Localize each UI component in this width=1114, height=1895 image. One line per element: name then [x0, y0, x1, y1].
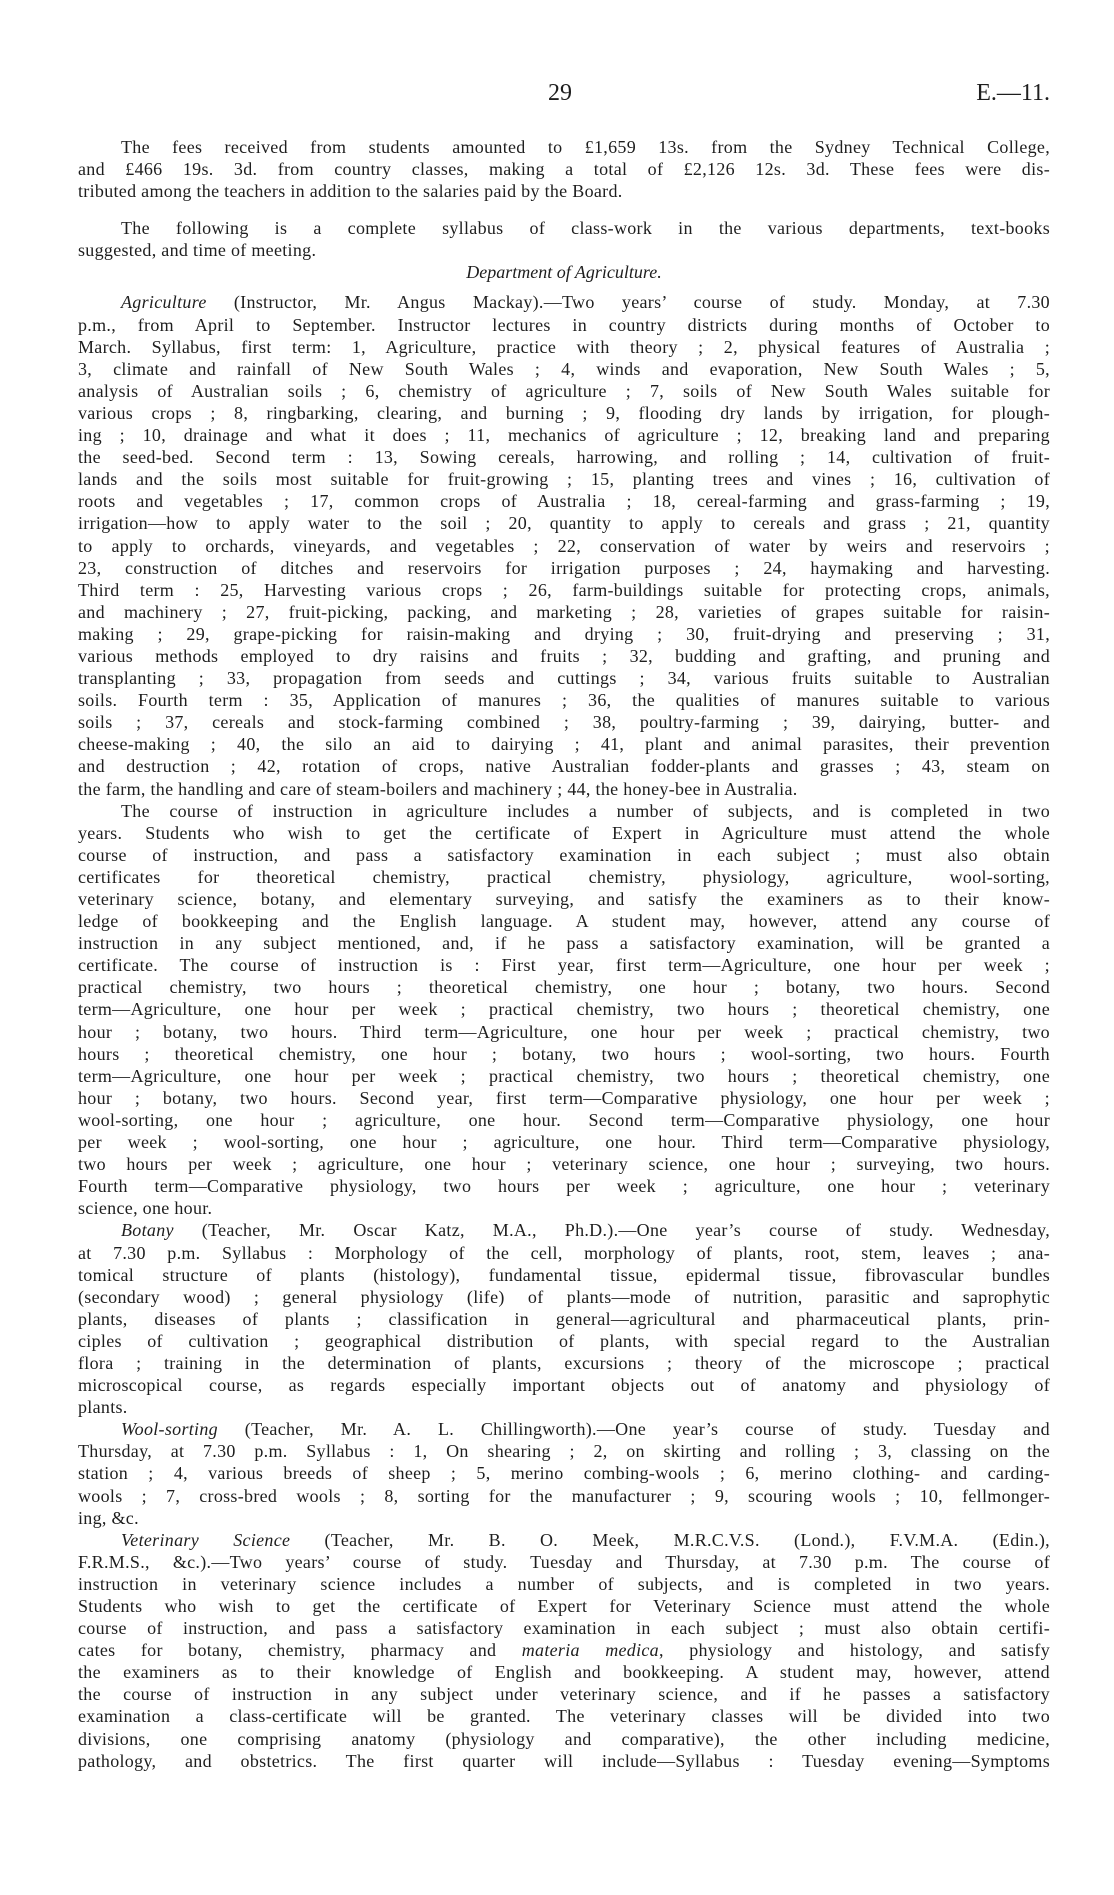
text-line: suggested, and time of meeting.	[78, 240, 317, 261]
page-body	[78, 136, 1050, 1772]
text-line: Third term : 25, Harvesting various crops ; 26, farm-buildings suitable for protecting crops, animals,	[78, 579, 1050, 600]
text-line: various methods employed to dry raisins and fruits ; 32, budding and grafting, and pruning and	[78, 645, 1050, 666]
text-line: making ; 29, grape-picking for raisin-making and drying ; 30, fruit-drying and preserving ; 31,	[78, 623, 1050, 644]
text-line: The course of instruction in agriculture includes a number of subjects, and is completed in two	[121, 800, 1050, 821]
text-line: plants, diseases of plants ; classification in general—agricultural and pharmaceutical plants, prin-	[78, 1308, 1050, 1329]
text-line: examination a class-certificate will be granted. The veterinary classes will be divided into two	[78, 1706, 1050, 1727]
text-line: years. Students who wish to get the certificate of Expert in Agriculture must attend the whole	[78, 822, 1050, 843]
paragraph-wool-sorting	[78, 1418, 1050, 1528]
text-line: two hours per week ; agriculture, one hour ; veterinary science, one hour ; surveying, two hours.	[78, 1154, 1050, 1175]
text-line: ciples of cultivation ; geographical distribution of plants, with special regard to the Australian	[78, 1330, 1050, 1351]
text-line: and destruction ; 42, rotation of crops, native Australian fodder-plants and grasses ; 43, steam on	[78, 756, 1050, 777]
paragraph-botany	[78, 1219, 1050, 1418]
text-line: science, one hour.	[78, 1198, 213, 1219]
text-line: course of instruction, and pass a satisfactory examination in each subject ; must also obtain	[78, 844, 1050, 865]
text-line: flora ; training in the determination of plants, excursions ; theory of the microscope ; practical	[78, 1352, 1050, 1373]
page-number: 29	[548, 80, 572, 106]
text-line: practical chemistry, two hours ; theoretical chemistry, one hour ; botany, two hours. Second	[78, 977, 1050, 998]
section-heading: Department of Agriculture.	[466, 262, 662, 283]
text-line: instruction in veterinary science includes a number of subjects, and is completed in two years.	[78, 1573, 1050, 1594]
text-line: roots and vegetables ; 17, common crops of Australia ; 18, cereal-farming and grass-farming ; 19,	[78, 491, 1050, 512]
text-line: (secondary wood) ; general physiology (life) of plants—mode of nutrition, parasitic and saprophytic	[78, 1286, 1050, 1307]
text-line: term—Agriculture, one hour per week ; practical chemistry, two hours ; theoretical chemistry, one	[78, 999, 1050, 1020]
text-segment: (Teacher, Mr. Oscar Katz, M.A., Ph.D.).—One year’s course of study. Wednesday,	[173, 1220, 1050, 1241]
text-line: the examiners as to their knowledge of English and bookkeeping. A student may, however, attend	[78, 1662, 1050, 1683]
text-line: analysis of Australian soils ; 6, chemistry of agriculture ; 7, soils of New South Wales suitable for	[78, 380, 1050, 401]
text-line: microscopical course, as regards especially important objects out of anatomy and physiology of	[78, 1375, 1050, 1396]
text-line: certificate. The course of instruction is : First year, first term—Agriculture, one hour per week ;	[78, 955, 1050, 976]
text-line: ing, &c.	[78, 1507, 139, 1528]
text-line: irrigation—how to apply water to the soil ; 20, quantity to apply to cereals and grass ; 21, quantity	[78, 513, 1050, 534]
text-line: wools ; 7, cross-bred wools ; 8, sorting for the manufacturer ; 9, scouring wools ; 10, fellmonger-	[78, 1485, 1050, 1506]
text-segment: (Teacher, Mr. B. O. Meek, M.R.C.V.S. (Lond.), F.V.M.A. (Edin.),	[290, 1529, 1050, 1550]
text-line: soils ; 37, cereals and stock-farming combined ; 38, poultry-farming ; 39, dairying, butter- and	[78, 712, 1050, 733]
text-segment: (Teacher, Mr. A. L. Chillingworth).—One year’s course of study. Tuesday and	[217, 1419, 1050, 1440]
text-line: p.m., from April to September. Instructor lectures in country districts during months of October to	[78, 314, 1050, 335]
paragraph-agriculture	[78, 291, 1050, 799]
text-line: tributed among the teachers in addition to the salaries paid by the Board.	[78, 181, 623, 202]
text-line: wool-sorting, one hour ; agriculture, one hour. Second term—Comparative physiology, one hour	[78, 1109, 1050, 1130]
text-segment: , physiology and histology, and satisfy	[659, 1640, 1050, 1661]
text-line: to apply to orchards, vineyards, and vegetables ; 22, conservation of water by weirs and reservoirs ;	[78, 535, 1050, 556]
text-line: Thursday, at 7.30 p.m. Syllabus : 1, On shearing ; 2, on skirting and rolling ; 3, classing on the	[78, 1441, 1050, 1462]
text-line	[78, 1529, 1050, 1551]
text-line: tomical structure of plants (histology), fundamental tissue, epidermal tissue, fibrovascular bundles	[78, 1264, 1050, 1285]
text-line: 23, construction of ditches and reservoirs for irrigation purposes ; 24, haymaking and harvesting.	[78, 557, 1050, 578]
text-line: ledge of bookkeeping and the English language. A student may, however, attend any course of	[78, 911, 1050, 932]
italic-term: Agriculture	[121, 292, 207, 313]
text-line: hour ; botany, two hours. Third term—Agriculture, one hour per week ; practical chemistry, two	[78, 1021, 1050, 1042]
text-line: F.R.M.S., &c.).—Two years’ course of study. Tuesday and Thursday, at 7.30 p.m. The course of	[78, 1551, 1050, 1572]
text-line: hours ; theoretical chemistry, one hour ; botany, two hours ; wool-sorting, two hours. Fourth	[78, 1043, 1050, 1064]
text-line: and machinery ; 27, fruit-picking, packing, and marketing ; 28, varieties of grapes suitable for raisin-	[78, 601, 1050, 622]
text-line: the seed-bed. Second term : 13, Sowing cereals, harrowing, and rolling ; 14, cultivation of fruit-	[78, 447, 1050, 468]
text-line: 3, climate and rainfall of New South Wales ; 4, winds and evaporation, New South Wales ; 5,	[78, 358, 1050, 379]
text-line: plants.	[78, 1397, 128, 1418]
paragraph-agriculture-course	[78, 800, 1050, 1220]
text-line: certificates for theoretical chemistry, practical chemistry, physiology, agriculture, wool-sorting,	[78, 866, 1050, 887]
text-line: lands and the soils most suitable for fruit-growing ; 15, planting trees and vines ; 16, cultivation of	[78, 469, 1050, 490]
paragraph-veterinary-science	[78, 1529, 1050, 1772]
text-line: Fourth term—Comparative physiology, two hours per week ; agriculture, one hour ; veterinary	[78, 1176, 1050, 1197]
text-line: hour ; botany, two hours. Second year, first term—Comparative physiology, one hour per week ;	[78, 1087, 1050, 1108]
text-line: ing ; 10, drainage and what it does ; 11, mechanics of agriculture ; 12, breaking land and preparing	[78, 425, 1050, 446]
text-line: The following is a complete syllabus of class-work in the various departments, text-books	[121, 218, 1050, 239]
text-line: soils. Fourth term : 35, Application of manures ; 36, the qualities of manures suitable to various	[78, 690, 1050, 711]
text-line	[78, 1639, 1050, 1661]
text-line: pathology, and obstetrics. The first quarter will include—Syllabus : Tuesday evening—Symptoms	[78, 1750, 1050, 1771]
text-line: the course of instruction in any subject under veterinary science, and if he passes a satisfactory	[78, 1684, 1050, 1705]
italic-term: Botany	[121, 1220, 174, 1241]
text-line: cheese-making ; 40, the silo an aid to dairying ; 41, plant and animal parasites, their prevention	[78, 734, 1050, 755]
document-reference: E.—11.	[976, 80, 1050, 106]
italic-term: materia medica	[521, 1640, 659, 1661]
text-line	[78, 291, 1050, 313]
text-line: term—Agriculture, one hour per week ; practical chemistry, two hours ; theoretical chemistry, one	[78, 1065, 1050, 1086]
text-line: instruction in any subject mentioned, and, if he pass a satisfactory examination, will be granted a	[78, 933, 1050, 954]
text-line: March. Syllabus, first term: 1, Agriculture, practice with theory ; 2, physical features of Australia ;	[78, 336, 1050, 357]
text-line: the farm, the handling and care of steam-boilers and machinery ; 44, the honey-bee in Australia.	[78, 778, 798, 799]
italic-term: Veterinary Science	[121, 1529, 291, 1550]
text-line: transplanting ; 33, propagation from seeds and cuttings ; 34, various fruits suitable to Australian	[78, 668, 1050, 689]
text-line: station ; 4, various breeds of sheep ; 5, merino combing-wools ; 6, merino clothing- and carding-	[78, 1463, 1050, 1484]
text-line: per week ; wool-sorting, one hour ; agriculture, one hour. Third term—Comparative physiology,	[78, 1132, 1050, 1153]
text-line: Students who wish to get the certificate of Expert for Veterinary Science must attend the whole	[78, 1596, 1050, 1616]
italic-term: Wool-sorting	[121, 1419, 218, 1440]
paragraph-syllabus-intro	[78, 217, 1050, 261]
text-line	[78, 1418, 1050, 1440]
text-line	[78, 1219, 1050, 1241]
text-line: at 7.30 p.m. Syllabus : Morphology of the cell, morphology of plants, root, stem, leaves ; ana-	[78, 1242, 1050, 1263]
text-line: veterinary science, botany, and elementary surveying, and satisfy the examiners as to their know-	[78, 889, 1050, 909]
text-line: various crops ; 8, ringbarking, clearing, and burning ; 9, flooding dry lands by irrigation, for plough-	[78, 402, 1050, 423]
paragraph-fees	[78, 136, 1050, 202]
text-line: course of instruction, and pass a satisfactory examination in each subject ; must also obtain certifi-	[78, 1618, 1050, 1639]
text-line: The fees received from students amounted to £1,659 13s. from the Sydney Technical College,	[121, 137, 1050, 157]
text-line: divisions, one comprising anatomy (physiology and comparative), the other including medicine,	[78, 1728, 1050, 1749]
text-segment: (Instructor, Mr. Angus Mackay).—Two years’ course of study. Monday, at 7.30	[206, 292, 1050, 313]
text-line: and £466 19s. 3d. from country classes, making a total of £2,126 12s. 3d. These fees were dis-	[78, 159, 1050, 180]
department-sections	[78, 291, 1050, 1771]
text-segment: cates for botany, chemistry, pharmacy and	[78, 1640, 522, 1661]
